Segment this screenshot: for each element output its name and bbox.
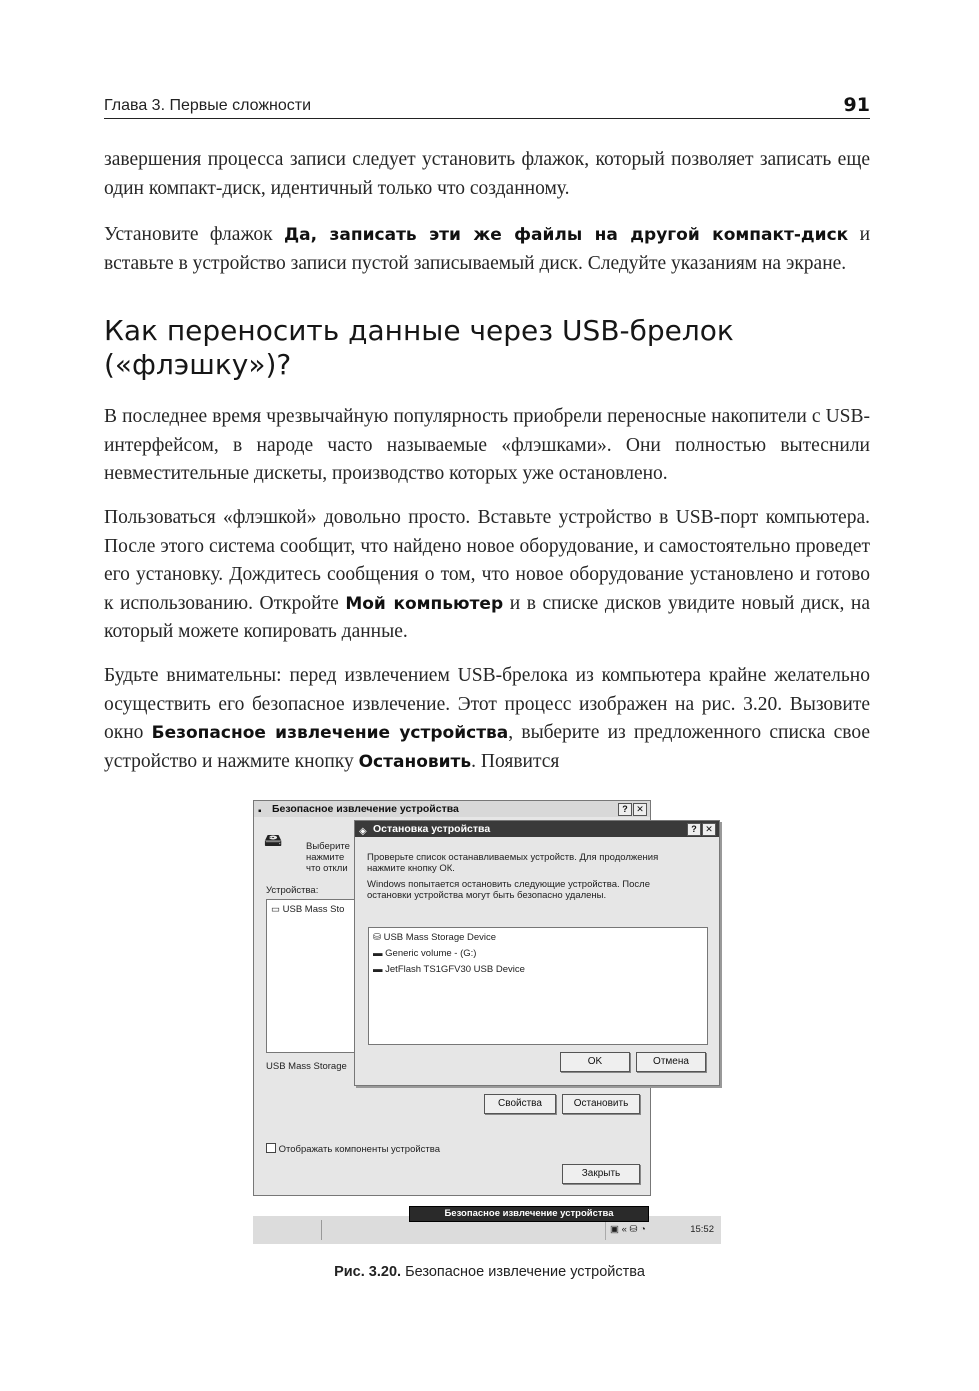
paragraph-4 [104, 504, 870, 647]
drive-icon: ▬ [373, 948, 383, 959]
list-item-label: USB Mass Storage Device [383, 932, 497, 943]
chapter-title: Глава 3. Первые сложности [104, 97, 312, 114]
clock: 15:52 [690, 1224, 714, 1235]
caption-text: Безопасное извлечение устройства [401, 1264, 645, 1280]
hardware-icon: 🖴 [264, 830, 283, 850]
list-item[interactable] [373, 932, 496, 944]
paragraph-5-text-b: , выберите из предложенного списка свое устройство и нажмите кнопку [104, 722, 870, 772]
drive-icon: ▬ [373, 964, 383, 975]
system-tray [605, 1220, 722, 1240]
taskbar-separator [321, 1220, 322, 1240]
usb-device-icon: ▭ [271, 904, 280, 915]
show-components-checkbox[interactable] [266, 1143, 440, 1156]
device-status-text: USB Mass Storage [266, 1061, 347, 1072]
desc-line-1: Выберите [306, 841, 350, 852]
device-icon: ◈ [359, 826, 367, 837]
desc-line-3: что откли [306, 863, 348, 874]
paragraph-2-bold: Да, записать эти же файлы на другой компакт-диск [284, 225, 849, 245]
stop-device-titlebar [355, 821, 719, 837]
warning-line-1: Windows попытается остановить следующие устройства. После [367, 879, 650, 890]
running-header [104, 92, 870, 119]
paragraph-4-bold: Мой компьютер [345, 593, 504, 614]
checkbox-label: Отображать компоненты устройства [278, 1144, 440, 1155]
close-icon[interactable]: ✕ [702, 823, 716, 836]
paragraph-4-text-a: Пользоваться «флэшкой» довольно просто. Вставьте устройство в USB-порт компьютера. После этого система сообщит, что найдено новое оборудование, и самостоятельно проведет его установку. Дождитесь сообщения о том, что новое оборудование установлено и готово к использованию. Откройте [104, 507, 870, 614]
paragraph-2-text-a: Установите флажок [104, 224, 285, 245]
list-item[interactable] [373, 948, 476, 960]
close-icon[interactable]: ✕ [633, 803, 647, 816]
paragraph-5-text-c: . Появится [471, 750, 560, 772]
warning-line-2: остановки устройства могут быть безопасно удалены. [367, 890, 607, 901]
ok-button[interactable]: OK [560, 1052, 630, 1072]
properties-button[interactable]: Свойства [484, 1094, 556, 1114]
figure-caption [0, 1264, 979, 1280]
checkbox-box[interactable] [266, 1143, 276, 1153]
list-item[interactable] [373, 964, 525, 976]
paragraph-4-text-b: и в списке дисков увидите новый диск, на который можете копировать данные. [104, 592, 870, 642]
paragraph-5-bold-2: Остановить [358, 751, 472, 772]
paragraph-5-text-a: Будьте внимательны: перед извлечением USB-брелока из компьютера крайне желательно осуществить его безопасное извлечение. Этот процесс изображен на рис. 3.20. Вызовите окно [104, 665, 870, 743]
instruction-line-1: Проверьте список останавливаемых устройств. Для продолжения [367, 852, 659, 863]
tray-tooltip: Безопасное извлечение устройства [409, 1206, 649, 1222]
paragraph-3: В последнее время чрезвычайную популярность приобрели переносные накопители с USB-интерфейсом, в народе часто называемые «флэшками». Они полностью вытеснили невместительные дискеты, производство которых уже остановлено. [104, 406, 870, 484]
usb-icon: ⛁ [373, 932, 381, 943]
devices-label: Устройства: [266, 885, 319, 896]
safely-remove-titlebar [254, 801, 650, 817]
cancel-button[interactable]: Отмена [636, 1052, 706, 1072]
stop-button[interactable]: Остановить [562, 1094, 640, 1114]
page-number: 91 [843, 94, 870, 116]
stop-device-title: Остановка устройства [373, 823, 491, 835]
paragraph-2 [104, 221, 870, 278]
devices-to-stop-list[interactable] [368, 927, 708, 1045]
close-button[interactable]: Закрыть [562, 1164, 640, 1184]
safely-remove-title: Безопасное извлечение устройства [272, 803, 459, 815]
list-item-label: Generic volume - (G:) [385, 948, 477, 959]
tray-icons[interactable]: ▣ « ⛁ ◔ [610, 1224, 646, 1235]
figure-screenshot [253, 800, 721, 1244]
instruction-line-2: нажмите кнопку ОК. [367, 863, 455, 874]
section-title: Как переносить данные через USB-брелок («флэшку»)? [104, 314, 734, 381]
help-icon[interactable]: ? [618, 803, 632, 816]
paragraph-2-text-b: и вставьте в устройство записи пустой записываемый диск. Следуйте указаниям на экране. [104, 224, 871, 274]
caption-label: Рис. 3.20. [334, 1264, 402, 1280]
paragraph-5-bold-1: Безопасное извлечение устройства [151, 723, 509, 743]
help-icon[interactable]: ? [687, 823, 701, 836]
paragraph-1: завершения процесса записи следует установить флажок, который позволяет записать еще один компакт-диск, идентичный только что созданному. [104, 149, 870, 199]
device-item[interactable] [271, 904, 344, 916]
desc-line-2: нажмите [306, 852, 345, 863]
stop-device-dialog [354, 820, 720, 1086]
paragraph-5 [104, 662, 870, 776]
usb-icon: ▪ [258, 806, 262, 817]
device-item-label: USB Mass Sto [282, 904, 345, 915]
list-item-label: JetFlash TS1GFV30 USB Device [385, 964, 525, 975]
